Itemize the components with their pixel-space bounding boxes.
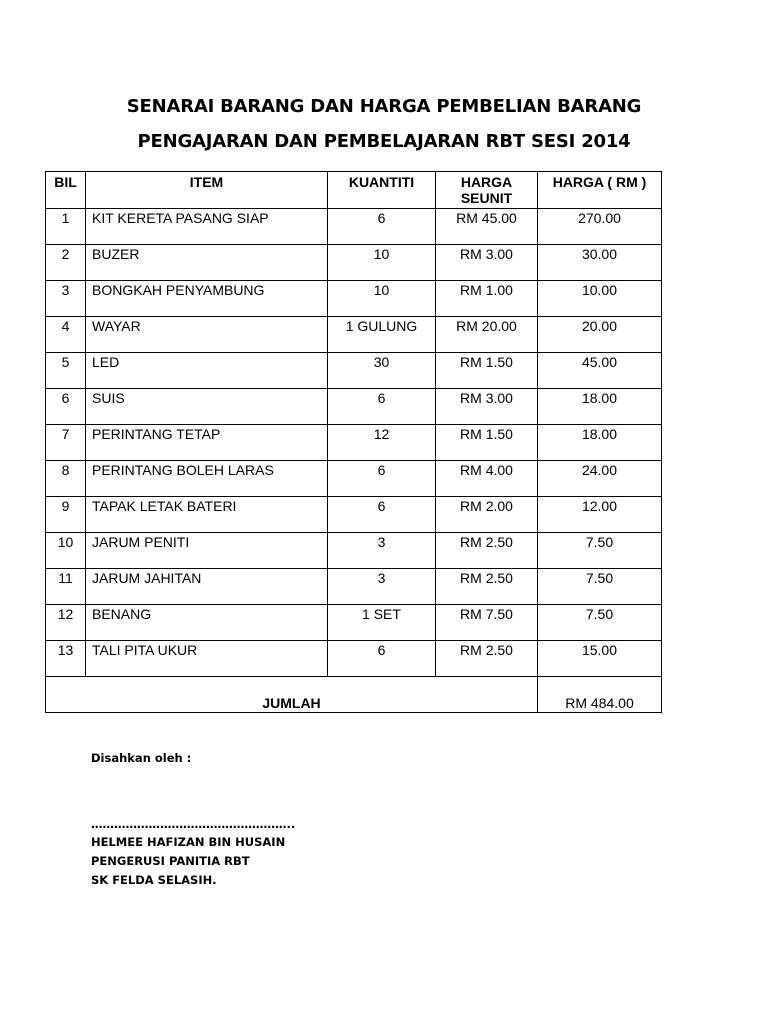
cell-kuantiti: 12 bbox=[328, 425, 436, 461]
cell-harga-seunit: RM 7.50 bbox=[436, 605, 538, 641]
cell-kuantiti: 10 bbox=[328, 281, 436, 317]
header-harga-seunit-line1: HARGA bbox=[460, 174, 513, 190]
cell-harga-seunit: RM 2.50 bbox=[436, 641, 538, 677]
cell-item: WAYAR bbox=[86, 317, 328, 353]
table-row bbox=[46, 569, 662, 605]
cell-kuantiti: 6 bbox=[328, 461, 436, 497]
total-row bbox=[46, 677, 662, 713]
table-row bbox=[46, 389, 662, 425]
cell-harga-seunit: RM 1.50 bbox=[436, 353, 538, 389]
cell-item: SUIS bbox=[86, 389, 328, 425]
cell-harga-seunit: RM 2.00 bbox=[436, 497, 538, 533]
signatory-name: HELMEE HAFIZAN BIN HUSAIN bbox=[91, 835, 286, 849]
table-row bbox=[46, 605, 662, 641]
cell-item: PERINTANG TETAP bbox=[86, 425, 328, 461]
cell-bil: 4 bbox=[46, 317, 86, 353]
header-item: ITEM bbox=[86, 172, 328, 209]
approval-label: Disahkan oleh : bbox=[91, 751, 192, 765]
cell-bil: 3 bbox=[46, 281, 86, 317]
cell-kuantiti: 3 bbox=[328, 569, 436, 605]
cell-bil: 13 bbox=[46, 641, 86, 677]
cell-item: LED bbox=[86, 353, 328, 389]
cell-bil: 10 bbox=[46, 533, 86, 569]
signatory-school: SK FELDA SELASIH. bbox=[91, 873, 217, 887]
cell-item: KIT KERETA PASANG SIAP bbox=[86, 209, 328, 245]
cell-kuantiti: 1 SET bbox=[328, 605, 436, 641]
cell-bil: 11 bbox=[46, 569, 86, 605]
cell-harga-seunit: RM 3.00 bbox=[436, 245, 538, 281]
cell-harga: 7.50 bbox=[538, 569, 662, 605]
cell-kuantiti: 10 bbox=[328, 245, 436, 281]
cell-bil: 7 bbox=[46, 425, 86, 461]
cell-harga-seunit: RM 20.00 bbox=[436, 317, 538, 353]
cell-harga-seunit: RM 4.00 bbox=[436, 461, 538, 497]
cell-harga-seunit: RM 2.50 bbox=[436, 533, 538, 569]
cell-item: JARUM PENITI bbox=[86, 533, 328, 569]
cell-harga: 18.00 bbox=[538, 425, 662, 461]
cell-harga-seunit: RM 1.50 bbox=[436, 425, 538, 461]
header-bil: BIL bbox=[46, 172, 86, 209]
cell-item: JARUM JAHITAN bbox=[86, 569, 328, 605]
cell-harga-seunit: RM 2.50 bbox=[436, 569, 538, 605]
header-harga-rm: HARGA ( RM ) bbox=[538, 172, 662, 209]
cell-kuantiti: 6 bbox=[328, 641, 436, 677]
cell-kuantiti: 30 bbox=[328, 353, 436, 389]
table-header-row bbox=[46, 172, 662, 209]
cell-harga: 18.00 bbox=[538, 389, 662, 425]
cell-bil: 6 bbox=[46, 389, 86, 425]
table-row bbox=[46, 209, 662, 245]
cell-harga-seunit: RM 1.00 bbox=[436, 281, 538, 317]
cell-item: BONGKAH PENYAMBUNG bbox=[86, 281, 328, 317]
header-harga-seunit bbox=[436, 172, 538, 209]
cell-harga: 20.00 bbox=[538, 317, 662, 353]
cell-item: PERINTANG BOLEH LARAS bbox=[86, 461, 328, 497]
cell-bil: 9 bbox=[46, 497, 86, 533]
cell-harga: 7.50 bbox=[538, 605, 662, 641]
cell-harga: 15.00 bbox=[538, 641, 662, 677]
cell-harga: 45.00 bbox=[538, 353, 662, 389]
table-row bbox=[46, 317, 662, 353]
table-row bbox=[46, 245, 662, 281]
cell-harga: 12.00 bbox=[538, 497, 662, 533]
cell-item: TALI PITA UKUR bbox=[86, 641, 328, 677]
cell-bil: 8 bbox=[46, 461, 86, 497]
cell-harga: 10.00 bbox=[538, 281, 662, 317]
cell-item: TAPAK LETAK BATERI bbox=[86, 497, 328, 533]
table-row bbox=[46, 353, 662, 389]
signatory-role: PENGERUSI PANITIA RBT bbox=[91, 854, 250, 868]
cell-kuantiti: 6 bbox=[328, 209, 436, 245]
header-harga-seunit-line2: SEUNIT bbox=[460, 190, 513, 206]
table-row bbox=[46, 497, 662, 533]
signature-line: …………………………………………….. bbox=[91, 817, 296, 831]
cell-harga: 270.00 bbox=[538, 209, 662, 245]
table-row bbox=[46, 461, 662, 497]
cell-harga-seunit: RM 3.00 bbox=[436, 389, 538, 425]
cell-harga: 7.50 bbox=[538, 533, 662, 569]
table-row bbox=[46, 533, 662, 569]
table-row bbox=[46, 281, 662, 317]
total-label: JUMLAH bbox=[46, 677, 538, 713]
cell-bil: 12 bbox=[46, 605, 86, 641]
cell-bil: 2 bbox=[46, 245, 86, 281]
cell-bil: 5 bbox=[46, 353, 86, 389]
cell-harga: 24.00 bbox=[538, 461, 662, 497]
cell-kuantiti: 3 bbox=[328, 533, 436, 569]
cell-kuantiti: 6 bbox=[328, 389, 436, 425]
cell-kuantiti: 1 GULUNG bbox=[328, 317, 436, 353]
cell-item: BENANG bbox=[86, 605, 328, 641]
cell-kuantiti: 6 bbox=[328, 497, 436, 533]
table-row bbox=[46, 641, 662, 677]
document-title-line1: SENARAI BARANG DAN HARGA PEMBELIAN BARANG bbox=[126, 96, 642, 117]
total-value: RM 484.00 bbox=[538, 677, 662, 713]
cell-item: BUZER bbox=[86, 245, 328, 281]
table-row bbox=[46, 425, 662, 461]
cell-harga: 30.00 bbox=[538, 245, 662, 281]
cell-harga-seunit: RM 45.00 bbox=[436, 209, 538, 245]
document-title-line2: PENGAJARAN DAN PEMBELAJARAN RBT SESI 2014 bbox=[137, 131, 631, 152]
items-table bbox=[45, 171, 662, 713]
header-kuantiti: KUANTITI bbox=[328, 172, 436, 209]
cell-bil: 1 bbox=[46, 209, 86, 245]
